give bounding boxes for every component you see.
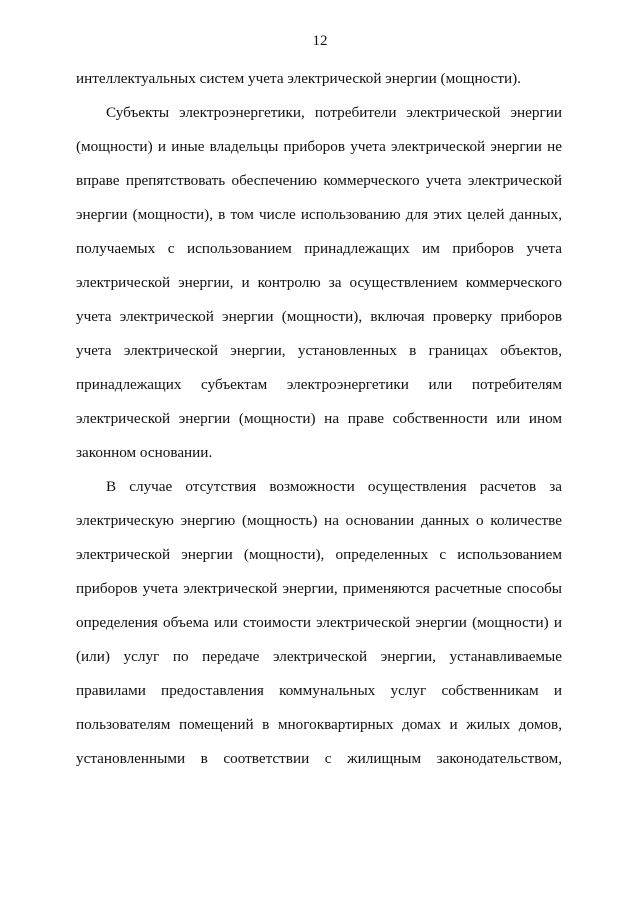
text-line: электрической энергии (мощности), определенных с использованием <box>76 546 562 563</box>
text-line: установленными в соответствии с жилищным законодательством, <box>76 750 562 767</box>
text-line: приборов учета электрической энергии, применяются расчетные способы <box>76 580 562 597</box>
text-line: энергии (мощности), в том числе использованию для этих целей данных, <box>76 206 562 223</box>
text-line: электрической энергии, и контролю за осуществлением коммерческого <box>76 274 562 291</box>
text-line: правилами предоставления коммунальных услуг собственникам и <box>76 682 562 699</box>
text-line: учета электрической энергии, установленных в границах объектов, <box>76 342 562 359</box>
text-line: электрической энергии (мощности) на праве собственности или ином <box>76 410 562 427</box>
page-number: 12 <box>312 33 328 49</box>
text-line: Субъекты электроэнергетики, потребители электрической энергии <box>106 104 562 121</box>
text-line: В случае отсутствия возможности осуществления расчетов за <box>106 478 562 495</box>
text-line: интеллектуальных систем учета электрической энергии (мощности). <box>76 70 521 87</box>
text-line: (мощности) и иные владельцы приборов учета электрической энергии не <box>76 138 562 155</box>
text-line: получаемых с использованием принадлежащих им приборов учета <box>76 240 562 257</box>
document-body <box>76 66 562 780</box>
text-line: законном основании. <box>76 444 213 461</box>
text-line: электрическую энергию (мощность) на основании данных о количестве <box>76 512 562 529</box>
text-line: принадлежащих субъектам электроэнергетики или потребителям <box>76 376 562 393</box>
text-line: (или) услуг по передаче электрической энергии, устанавливаемые <box>76 648 562 665</box>
text-line: пользователям помещений в многоквартирных домах и жилых домов, <box>76 716 562 733</box>
text-line: вправе препятствовать обеспечению коммерческого учета электрической <box>76 172 562 189</box>
text-line: определения объема или стоимости электрической энергии (мощности) и <box>76 614 562 631</box>
text-line: учета электрической энергии (мощности), включая проверку приборов <box>76 308 562 325</box>
